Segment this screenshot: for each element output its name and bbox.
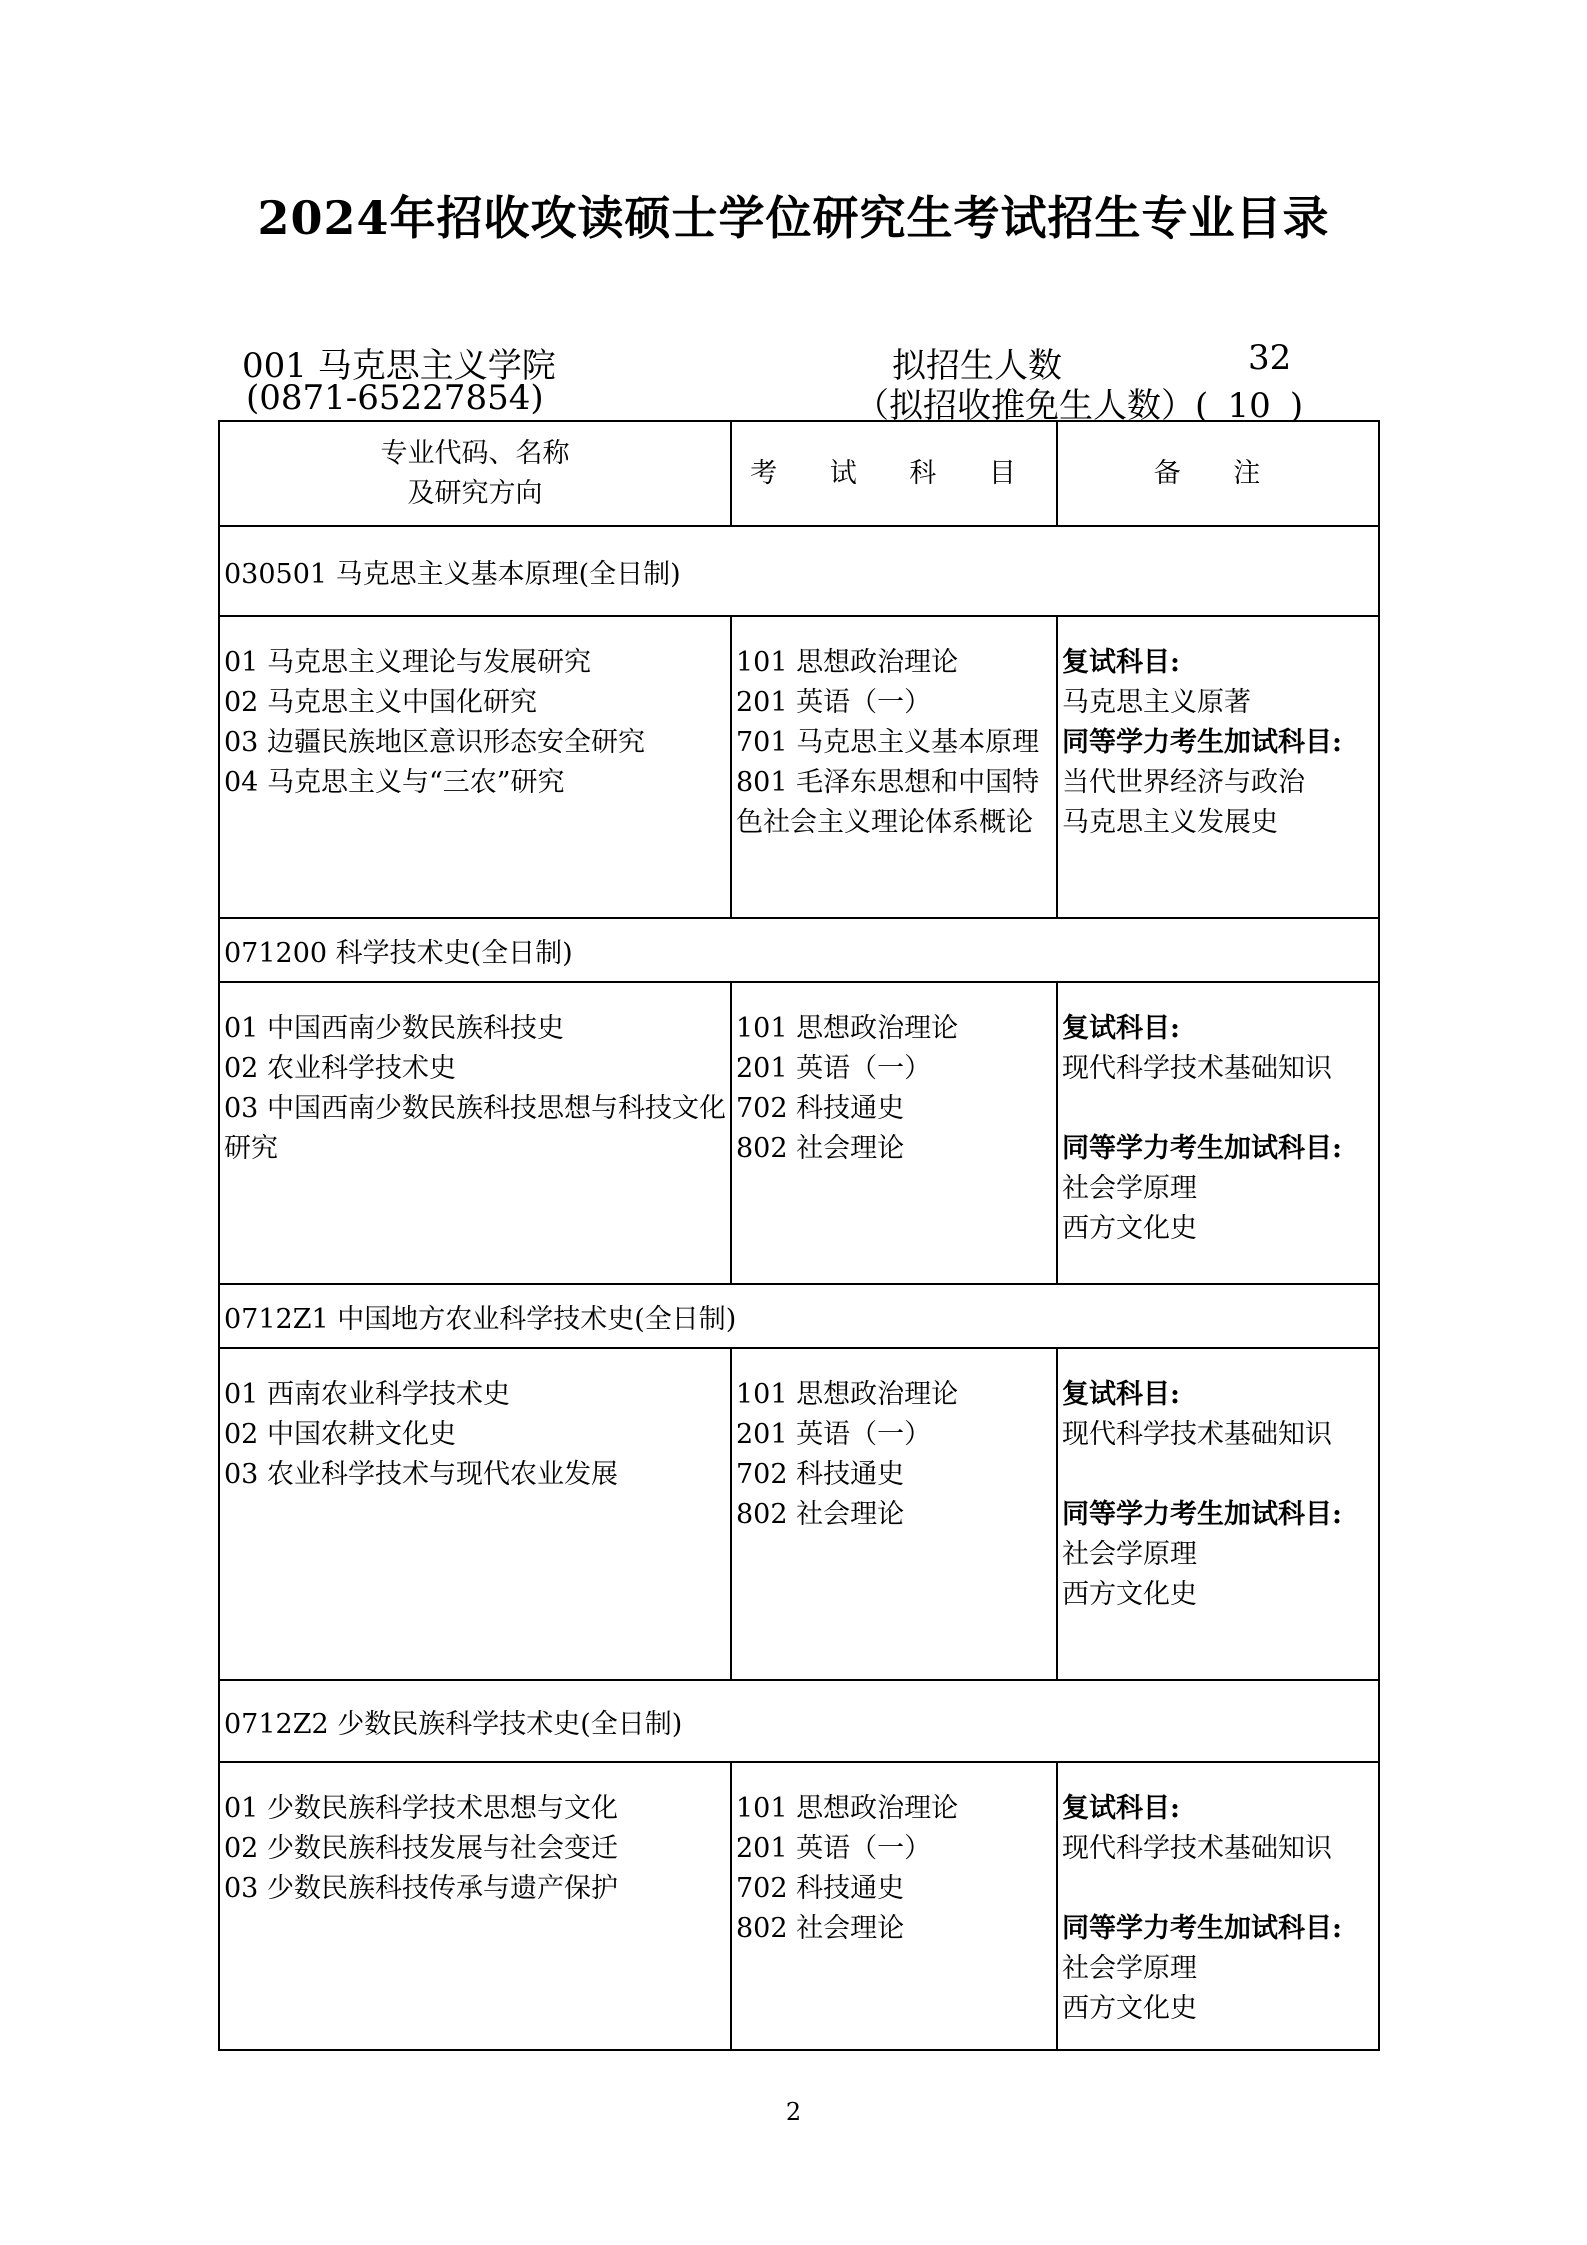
exam-subjects bbox=[731, 616, 1057, 918]
school-phone: (0871-65227854) bbox=[246, 378, 544, 418]
header-remarks: 备 注 bbox=[1057, 421, 1379, 526]
exam-subjects bbox=[731, 982, 1057, 1284]
retest-label: 复试科目: bbox=[1062, 1379, 1180, 1410]
major-detail-row bbox=[219, 1762, 1379, 2050]
extra-exam-item: 马克思主义发展史 bbox=[1062, 807, 1278, 838]
extra-exam-item: 西方文化史 bbox=[1062, 1579, 1197, 1610]
direction-item: 01 少数民族科学技术思想与文化 bbox=[224, 1793, 618, 1824]
direction-item: 01 西南农业科学技术史 bbox=[224, 1379, 510, 1410]
exam-item: 101 思想政治理论 bbox=[736, 1379, 959, 1410]
direction-item: 02 马克思主义中国化研究 bbox=[224, 687, 537, 718]
extra-exam-label: 同等学力考生加试科目: bbox=[1062, 1913, 1342, 1944]
retest-label: 复试科目: bbox=[1062, 1013, 1180, 1044]
direction-item: 03 少数民族科技传承与遗产保护 bbox=[224, 1873, 618, 1904]
major-detail-row bbox=[219, 982, 1379, 1284]
school-name: 001 马克思主义学院 bbox=[242, 346, 556, 386]
page-title: 2024年招收攻读硕士学位研究生考试招生专业目录 bbox=[257, 191, 1330, 245]
exam-item: 101 思想政治理论 bbox=[736, 1013, 959, 1044]
exempt-close: ) bbox=[1289, 386, 1304, 426]
exam-item: 702 科技通史 bbox=[736, 1459, 905, 1490]
spacer bbox=[1062, 1869, 1374, 1909]
extra-exam-label: 同等学力考生加试科目: bbox=[1062, 727, 1342, 758]
header-exam-subjects: 考 试 科 目 bbox=[731, 421, 1057, 526]
research-directions bbox=[219, 616, 731, 918]
remarks bbox=[1057, 616, 1379, 918]
extra-exam-item: 社会学原理 bbox=[1062, 1173, 1197, 1204]
extra-exam-item: 社会学原理 bbox=[1062, 1539, 1197, 1570]
retest-label: 复试科目: bbox=[1062, 647, 1180, 678]
quota-value: 32 bbox=[1248, 338, 1292, 378]
exam-item: 702 科技通史 bbox=[736, 1093, 905, 1124]
extra-exam-item: 西方文化史 bbox=[1062, 1993, 1197, 2024]
research-directions bbox=[219, 1762, 731, 2050]
exam-item: 201 英语（一） bbox=[736, 1053, 932, 1084]
direction-item: 01 马克思主义理论与发展研究 bbox=[224, 647, 591, 678]
exam-item: 201 英语（一） bbox=[736, 1833, 932, 1864]
direction-item: 02 中国农耕文化史 bbox=[224, 1419, 456, 1450]
exam-item: 802 社会理论 bbox=[736, 1499, 905, 1530]
major-row bbox=[219, 918, 1379, 982]
research-directions bbox=[219, 982, 731, 1284]
major-row bbox=[219, 526, 1379, 616]
quota-label: 拟招生人数 bbox=[892, 346, 1062, 386]
exempt-value: 10 bbox=[1227, 386, 1271, 426]
research-directions bbox=[219, 1348, 731, 1680]
major-name: 0712Z2 少数民族科学技术史(全日制) bbox=[219, 1680, 1379, 1762]
exam-item: 201 英语（一） bbox=[736, 1419, 932, 1450]
spacer bbox=[1062, 1089, 1374, 1129]
direction-item: 04 马克思主义与“三农”研究 bbox=[224, 767, 565, 798]
remarks bbox=[1057, 982, 1379, 1284]
exam-item: 702 科技通史 bbox=[736, 1873, 905, 1904]
exam-subjects bbox=[731, 1348, 1057, 1680]
exam-item: 701 马克思主义基本原理 bbox=[736, 727, 1040, 758]
direction-item: 03 边疆民族地区意识形态安全研究 bbox=[224, 727, 645, 758]
direction-item: 02 农业科学技术史 bbox=[224, 1053, 456, 1084]
table-header-row bbox=[219, 421, 1379, 526]
extra-exam-label: 同等学力考生加试科目: bbox=[1062, 1499, 1342, 1530]
direction-item: 03 中国西南少数民族科技思想与科技文化研究 bbox=[224, 1093, 726, 1164]
retest-item: 现代科学技术基础知识 bbox=[1062, 1053, 1332, 1084]
extra-exam-item: 当代世界经济与政治 bbox=[1062, 767, 1305, 798]
exam-item: 201 英语（一） bbox=[736, 687, 932, 718]
retest-item: 马克思主义原著 bbox=[1062, 687, 1251, 718]
extra-exam-item: 西方文化史 bbox=[1062, 1213, 1197, 1244]
exam-item: 801 毛泽东思想和中国特色社会主义理论体系概论 bbox=[736, 767, 1040, 838]
extra-exam-label: 同等学力考生加试科目: bbox=[1062, 1133, 1342, 1164]
retest-item: 现代科学技术基础知识 bbox=[1062, 1833, 1332, 1864]
direction-item: 03 农业科学技术与现代农业发展 bbox=[224, 1459, 618, 1490]
exam-subjects bbox=[731, 1762, 1057, 2050]
exam-item: 101 思想政治理论 bbox=[736, 1793, 959, 1824]
direction-item: 02 少数民族科技发展与社会变迁 bbox=[224, 1833, 618, 1864]
retest-item: 现代科学技术基础知识 bbox=[1062, 1419, 1332, 1450]
spacer bbox=[1062, 1455, 1374, 1495]
header-major-code: 专业代码、名称 及研究方向 bbox=[219, 421, 731, 526]
retest-label: 复试科目: bbox=[1062, 1793, 1180, 1824]
major-row bbox=[219, 1680, 1379, 1762]
major-detail-row bbox=[219, 1348, 1379, 1680]
exam-item: 101 思想政治理论 bbox=[736, 647, 959, 678]
extra-exam-item: 社会学原理 bbox=[1062, 1953, 1197, 1984]
major-row bbox=[219, 1284, 1379, 1348]
major-detail-row bbox=[219, 616, 1379, 918]
major-name: 030501 马克思主义基本原理(全日制) bbox=[219, 526, 1379, 616]
exam-item: 802 社会理论 bbox=[736, 1133, 905, 1164]
major-catalog-table bbox=[218, 420, 1380, 2051]
page-number: 2 bbox=[785, 2098, 802, 2126]
major-name: 071200 科学技术史(全日制) bbox=[219, 918, 1379, 982]
remarks bbox=[1057, 1348, 1379, 1680]
exempt-label: （拟招收推免生人数）( bbox=[855, 386, 1209, 426]
major-name: 0712Z1 中国地方农业科学技术史(全日制) bbox=[219, 1284, 1379, 1348]
remarks bbox=[1057, 1762, 1379, 2050]
exam-item: 802 社会理论 bbox=[736, 1913, 905, 1944]
direction-item: 01 中国西南少数民族科技史 bbox=[224, 1013, 564, 1044]
